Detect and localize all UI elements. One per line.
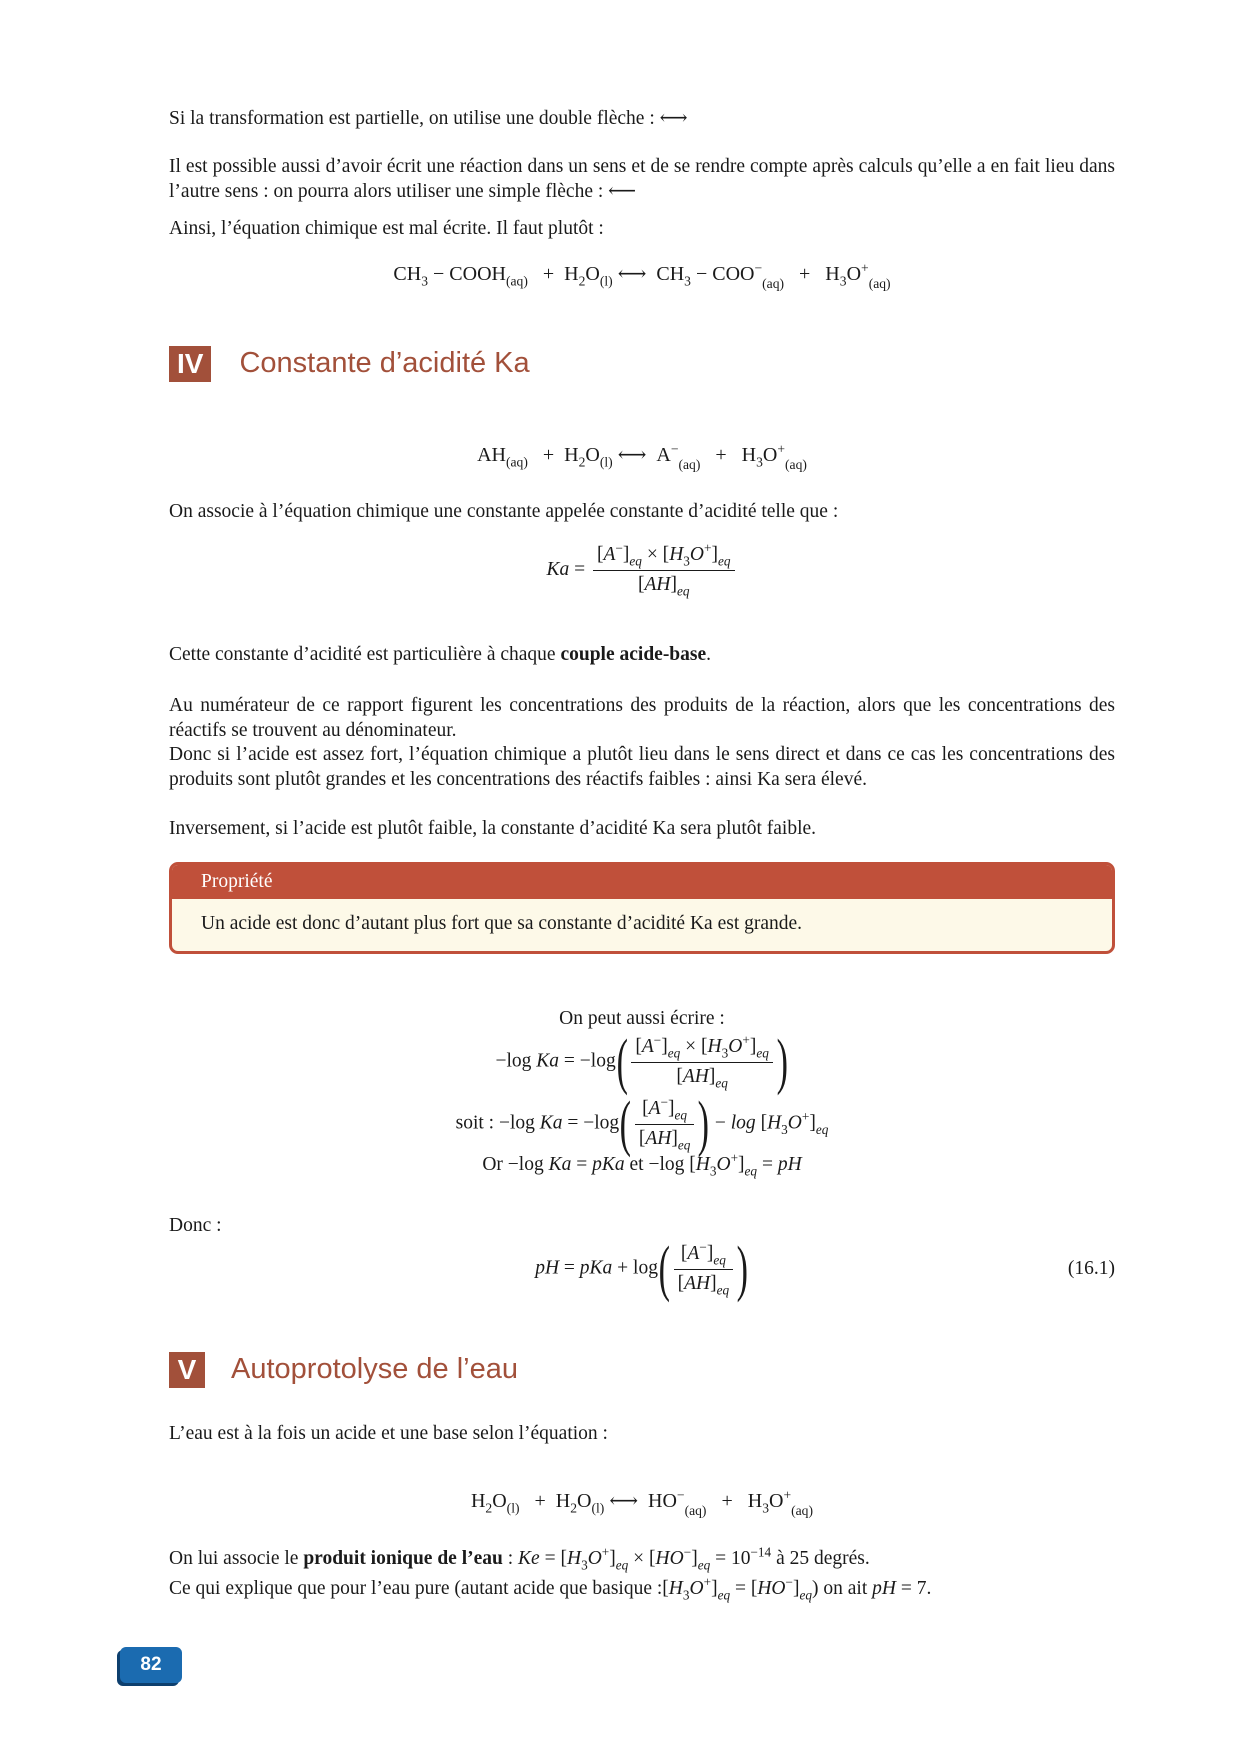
- pure-prefix: Ce qui explique que pour l’eau pure (autant acide que basique :: [169, 1578, 663, 1599]
- ke-sep: :: [502, 1548, 519, 1569]
- formula-minus-log-ka: −log Ka = −log( $\frac{[A^-]_{eq} \times [H_3O^+]_{eq}}{[AH]_{eq}}$ ): [495, 1028, 788, 1096]
- couple-acide-base: couple acide-base: [560, 644, 707, 665]
- label-donc: Donc :: [169, 1215, 222, 1236]
- couple-suffix: .: [706, 644, 712, 665]
- paragraph-couple: [169, 643, 1115, 668]
- property-title: Propriété: [172, 865, 1112, 899]
- equation-number: (16.1): [1067, 1258, 1115, 1279]
- section-v-title: Autoprotolyse de l’eau: [231, 1353, 518, 1386]
- label-or: Or: [482, 1154, 503, 1175]
- equation-acetic-acid: $CH_3$ − $COOH_{(aq)} + H_2O_{(l)}$ ⟷ $CH_3 - COO^-_{(aq)} + H_3O^+_{(aq)}$: [393, 260, 891, 292]
- paragraph-eau-pure: Ce qui explique que pour l’eau pure (autant acide que basique $:[H_3O^+]_{eq} = [HO^-]_{eq}$) on ait pH = 7.: [169, 1574, 932, 1603]
- couple-prefix: Cette constante d’acidité est particulière à chaque: [169, 644, 561, 665]
- formula-soit: soit : −log Ka = −log( $\frac{[A^-]_{eq}}{[AH]_{eq}}$ ) − $\log [H_3O^+]_{eq}$: [455, 1090, 829, 1158]
- ke-suffix: à 25 degrés.: [771, 1548, 870, 1569]
- section-iv-title: Constante d’acidité Ka: [239, 347, 530, 380]
- page-number: 82: [120, 1647, 182, 1683]
- derivation-intro: On peut aussi écrire :: [559, 1008, 725, 1029]
- paragraph-ka-intro: On associe à l’équation chimique une constante appelée constante d’acidité telle que :: [169, 501, 839, 522]
- section-iv-heading: [169, 346, 530, 382]
- formula-henderson: pH = pKa + log( $\frac{[A^-]_{eq}}{[AH]_{eq}}$ ): [535, 1235, 749, 1303]
- paragraph-acide-fort: Donc si l’acide est assez fort, l’équation chimique a plutôt lieu dans le sens direct et dans ce cas les concentrations des produits sont plutôt grandes et les concentrations des réactifs faibles : ainsi Ka sera élevé.: [169, 744, 1115, 790]
- paragraph-eau-intro: L’eau est à la fois un acide et une base selon l’équation :: [169, 1423, 608, 1444]
- section-v-heading: [169, 1352, 518, 1388]
- paragraph-ke: On lui associe le produit ionique de l’eau : $Ke = [H_3O^+]_{eq} \times [HO^-]_{eq} = 10^{-14}$ à 25 degrés.: [169, 1544, 870, 1573]
- paragraph-double-arrow: Si la transformation est partielle, on utilise une double flèche : ⟷: [169, 108, 688, 129]
- ke-produit-ionique: produit ionique de l’eau: [303, 1548, 503, 1569]
- equation-acid-dissociation: $AH_{(aq)} + H_2O_{(l)}$ ⟷ $A^-_{(aq)} + H_3O^+_{(aq)}$: [477, 441, 807, 473]
- equation-autoprotolyse: $H_2O_{(l)} + H_2O_{(l)}$ ⟷ $HO^-_{(aq)} + H_3O^+_{(aq)}$: [470, 1487, 814, 1519]
- label-soit: soit :: [455, 1112, 495, 1134]
- property-box: [169, 862, 1115, 954]
- section-v-number: V: [169, 1352, 205, 1388]
- section-iv-number: IV: [169, 346, 211, 382]
- property-text: Un acide est donc d’autant plus fort que sa constante d’acidité Ka est grande.: [201, 913, 803, 934]
- paragraph-acide-faible: Inversement, si l’acide est plutôt faible, la constante d’acidité Ka sera plutôt faible.: [169, 818, 817, 839]
- paragraph-simple-arrow: Il est possible aussi d’avoir écrit une réaction dans un sens et de se rendre compte après calculs qu’elle a en fait lieu dans l’autre sens : on pourra alors utiliser une simple flèche : ⟵: [169, 156, 1115, 202]
- formula-ka: Ka = $\frac{[A^-]_{eq} \times [H_3O^+]_{eq}}{[AH]_{eq}}$: [169, 543, 1115, 598]
- ke-prefix: On lui associe le: [169, 1548, 304, 1569]
- formula-or-pka: Or −log Ka = pKa et −log $[H_3O^+]_{eq}$ = pH: [482, 1150, 802, 1179]
- pure-mid: ) on ait: [812, 1578, 873, 1599]
- pure-suffix: .: [926, 1578, 932, 1599]
- paragraph-numerateur: Au numérateur de ce rapport figurent les concentrations des produits de la réaction, alors que les concentrations des réactifs se trouvent au dénominateur.: [169, 695, 1115, 741]
- paragraph-ainsi: Ainsi, l’équation chimique est mal écrite. Il faut plutôt :: [169, 218, 604, 239]
- label-et: et: [629, 1154, 644, 1175]
